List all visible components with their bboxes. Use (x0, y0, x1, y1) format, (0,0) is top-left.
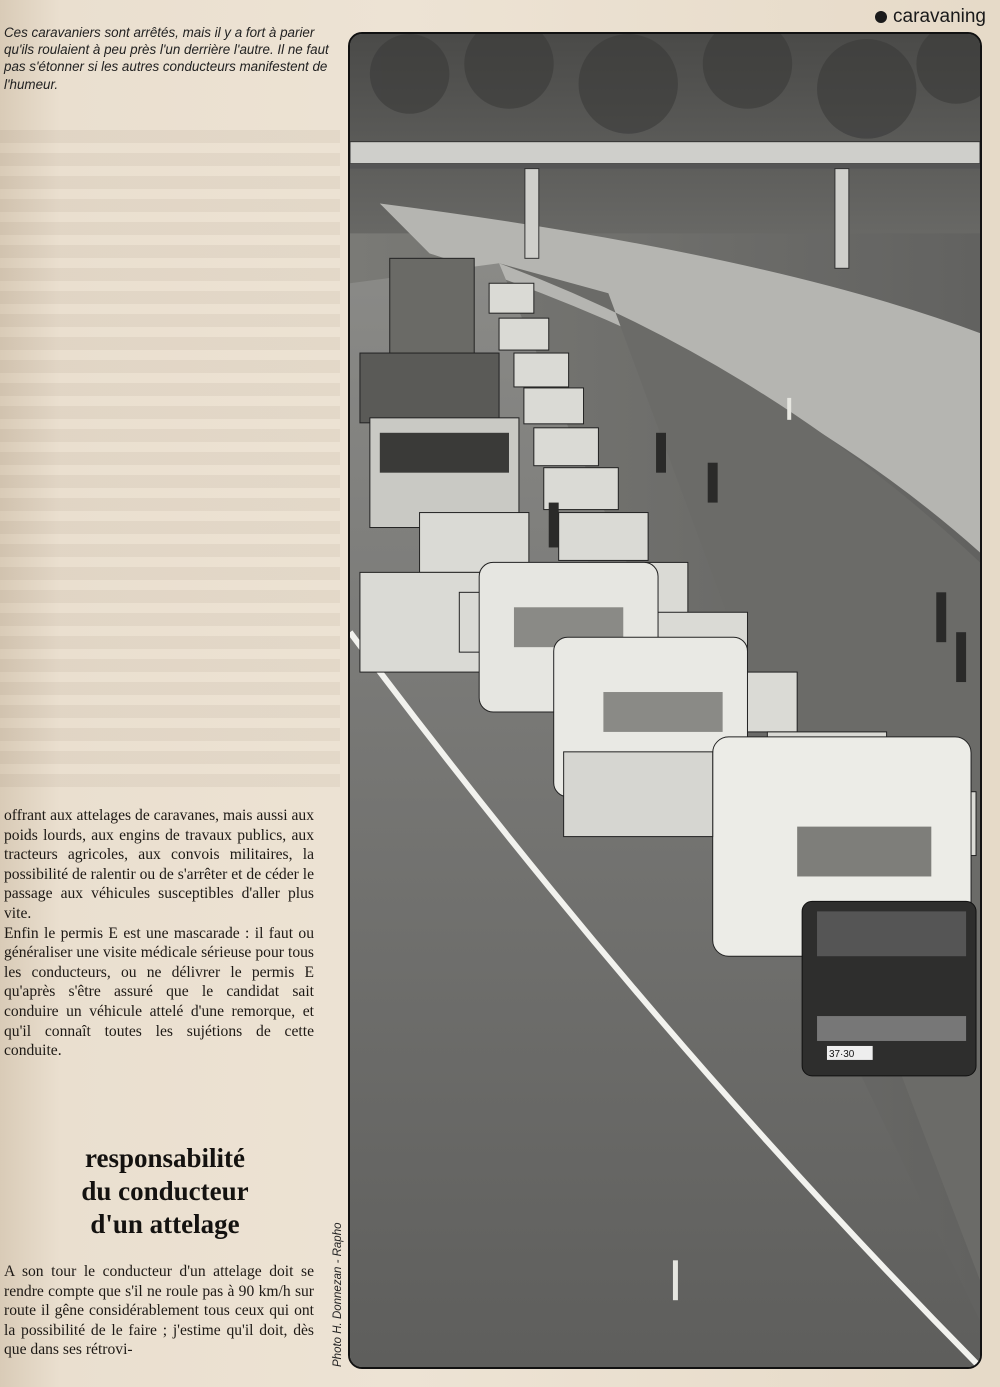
traffic-jam-photo (348, 32, 982, 1369)
filled-circle-icon (875, 11, 887, 23)
heading-line: du conducteur (81, 1176, 249, 1206)
photo-caption: Ces caravaniers sont arrêtés, mais il y a fort à parier qu'ils roulaient à peu près l'un derrière l'autre. Il ne faut pas s'étonner si les autres conducteurs manifestent de l'humeur. (4, 25, 329, 92)
section-tag (875, 6, 986, 28)
heading-line: d'un attelage (90, 1209, 240, 1239)
article-paragraph: A son tour le conducteur d'un attelage doit se rendre compte que s'il ne roule pas à 90 km/h sur route il gêne considérablement tous ceux qui ont la possibilité de le faire ; j'estime qu'il doit, dès que dans ses rétrovi- (4, 1263, 314, 1359)
photo-credit: Photo H. Donnezan - Rapho (332, 1222, 344, 1367)
foreground-car (802, 901, 976, 1075)
article-paragraph: Enfin le permis E est une mascarade : il faut ou généraliser une visite médicale sérieuse pour tous les conducteurs, ou ne délivrer le permis E qu'après s'être assuré que le candidat sait conduire un véhicule attelé d'une remorque, et qu'il connaît toutes les sujétions de cette conduite. (4, 924, 314, 1060)
overpass-bridge (350, 142, 980, 164)
article-column-bottom (4, 1262, 314, 1360)
heading-line: responsabilité (84, 1143, 246, 1173)
article-column-top (4, 806, 314, 1061)
photo-illustration (350, 34, 980, 1367)
article-paragraph: offrant aux attelages de caravanes, mais aussi aux poids lourds, aux engins de travaux publics, aux tracteurs agricoles, aux convois militaires, la possibilité de ralentir ou de s'arrêter et de céder le passage aux véhicules susceptibles d'aller plus vite. (4, 807, 314, 922)
licence-plate: 37·30 (828, 1048, 855, 1060)
section-heading (0, 1142, 330, 1241)
show-through-text-texture (0, 130, 340, 790)
section-label: caravaning (893, 6, 986, 27)
